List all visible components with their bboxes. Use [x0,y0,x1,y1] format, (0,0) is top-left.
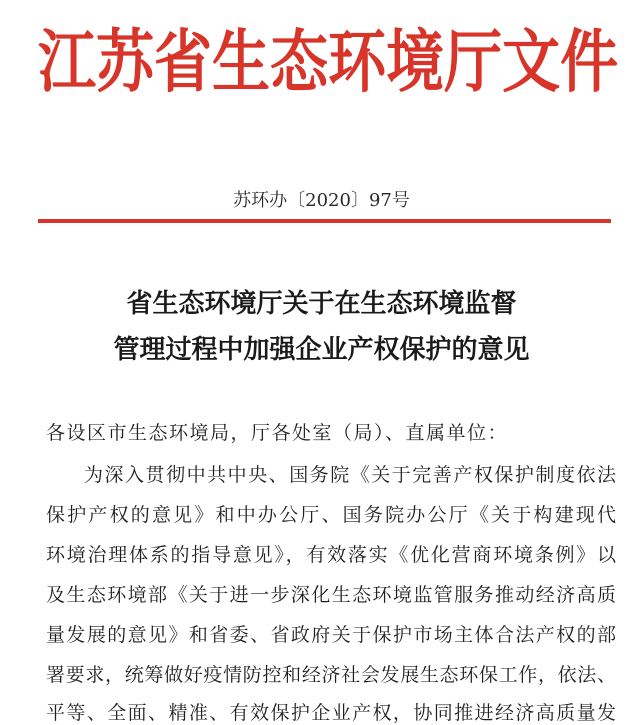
masthead-char: 江 [38,21,97,103]
masthead-title [38,9,619,103]
body-line: 署要求，统筹做好疫情防控和经济社会发展生态环保工作，依法、 [46,664,616,686]
document-title-line-1: 省生态环境厅关于在生态环境监督 [126,289,517,319]
masthead-char: 境 [386,21,445,103]
body-line: 保护产权的意见》和中办公厅、国务院办公厅《关于构建现代 [46,504,616,526]
document-title-line-2: 管理过程中加强企业产权保护的意见 [113,335,530,365]
red-divider-line [38,219,611,223]
masthead-char: 生 [212,21,271,103]
masthead-char: 件 [560,21,619,103]
masthead-char: 态 [270,21,329,103]
body-line: 为深入贯彻中共中央、国务院《关于完善产权保护制度依法 [84,464,616,486]
document-number: 苏环办〔2020〕97号 [233,190,410,211]
masthead-char: 省 [154,21,213,103]
body-line: 平等、全面、精准、有效保护企业产权，协同推进经济高质量发 [46,702,616,724]
body-line: 量发展的意见》和省委、省政府关于保护市场主体合法产权的部 [46,624,616,646]
body-line: 环境治理体系的指导意见》，有效落实《优化营商环境条例》以 [46,544,616,566]
masthead-char: 环 [328,21,387,103]
body-line: 及生态环境部《关于进一步深化生态环境监管服务推动经济高质 [46,584,616,606]
masthead-char: 文 [502,21,561,103]
masthead-char: 苏 [96,21,155,103]
salutation: 各设区市生态环境局，厅各处室（局）、直属单位： [46,422,509,444]
masthead-char: 厅 [444,21,503,103]
